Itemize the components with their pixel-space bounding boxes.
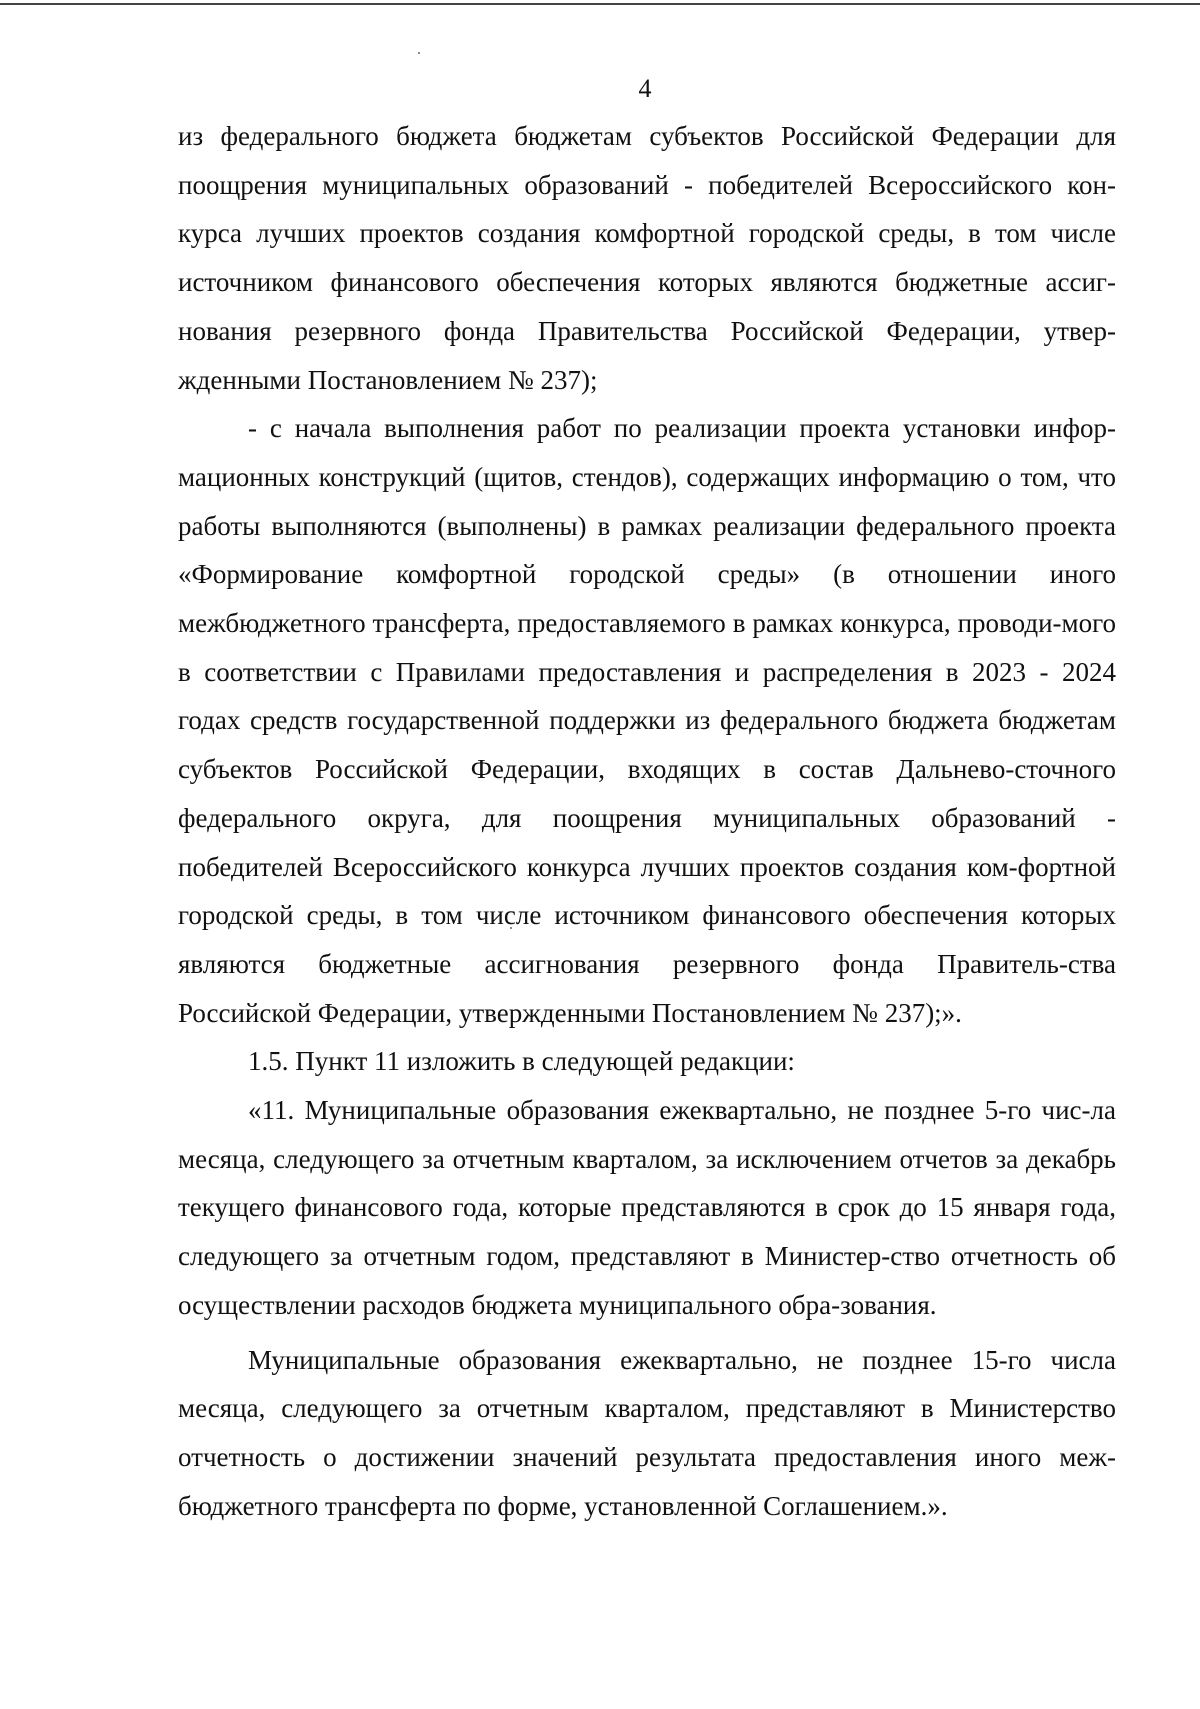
page-number: 4 [638,74,652,103]
paragraph-quarterly-reporting: Муниципальные образования ежеквартально, не позднее 15-го числа месяца, следующего за отчетным кварталом, представляют в Министерство отчетность о достижении значений результата предоставления иного меж-бюджетного трансферта по форме, установленной Соглашением.». [178,1344,1116,1521]
paragraph-continuation: из федерального бюджета бюджетам субъектов Российской Федерации для поощрения муниципальных образований - победителей Всероссийского кон-курса лучших проектов создания комфортной городской среды, в том числе источником финансового обеспечения которых являются бюджетные ассиг-нования резервного фонда Правительства Российской Федерации, утвер-жденными Постановлением № 237); [178,121,1116,395]
paragraph-clause-11: «11. Муниципальные образования ежеквартально, не позднее 5-го чис-ла месяца, следующего за отчетным кварталом, за исключением отчетов за декабрь текущего финансового года, которые представляются в срок до 15 января года, следующего за отчетным годом, представляют в Министер-ство отчетность об осуществлении расходов бюджета муниципального обра-зования. [178,1095,1116,1320]
document-body [178,112,1116,1530]
scan-speck [418,52,420,54]
paragraph-info-structures: - с начала выполнения работ по реализации проекта установки инфор-мационных конструкций (щитов, стендов), содержащих информацию о том, что работы выполняются (выполнены) в рамках реализации федерального проекта «Формирование комфортной городской среды» (в отношении иного межбюджетного трансферта, предоставляемого в рамках конкурса, проводи-мого в соответствии с Правилами предоставления и распределения в 2023 - 2024 годах средств государственной поддержки из федерального бюджета бюджетам субъектов Российской Федерации, входящих в состав Дальнево-сточного федерального округа, для поощрения муниципальных образований - победителей Всероссийского конкурса лучших проектов создания ком-фортной городской среды, в том числе источником финансового обеспечения которых являются бюджетные ассигнования резервного фонда Правитель-ства Российской Федерации, утвержденными Постановлением № 237);». [178,413,1116,1028]
paragraph-clause-1-5: 1.5. Пункт 11 изложить в следующей редакции: [248,1046,795,1077]
top-scan-edge [0,3,1200,5]
